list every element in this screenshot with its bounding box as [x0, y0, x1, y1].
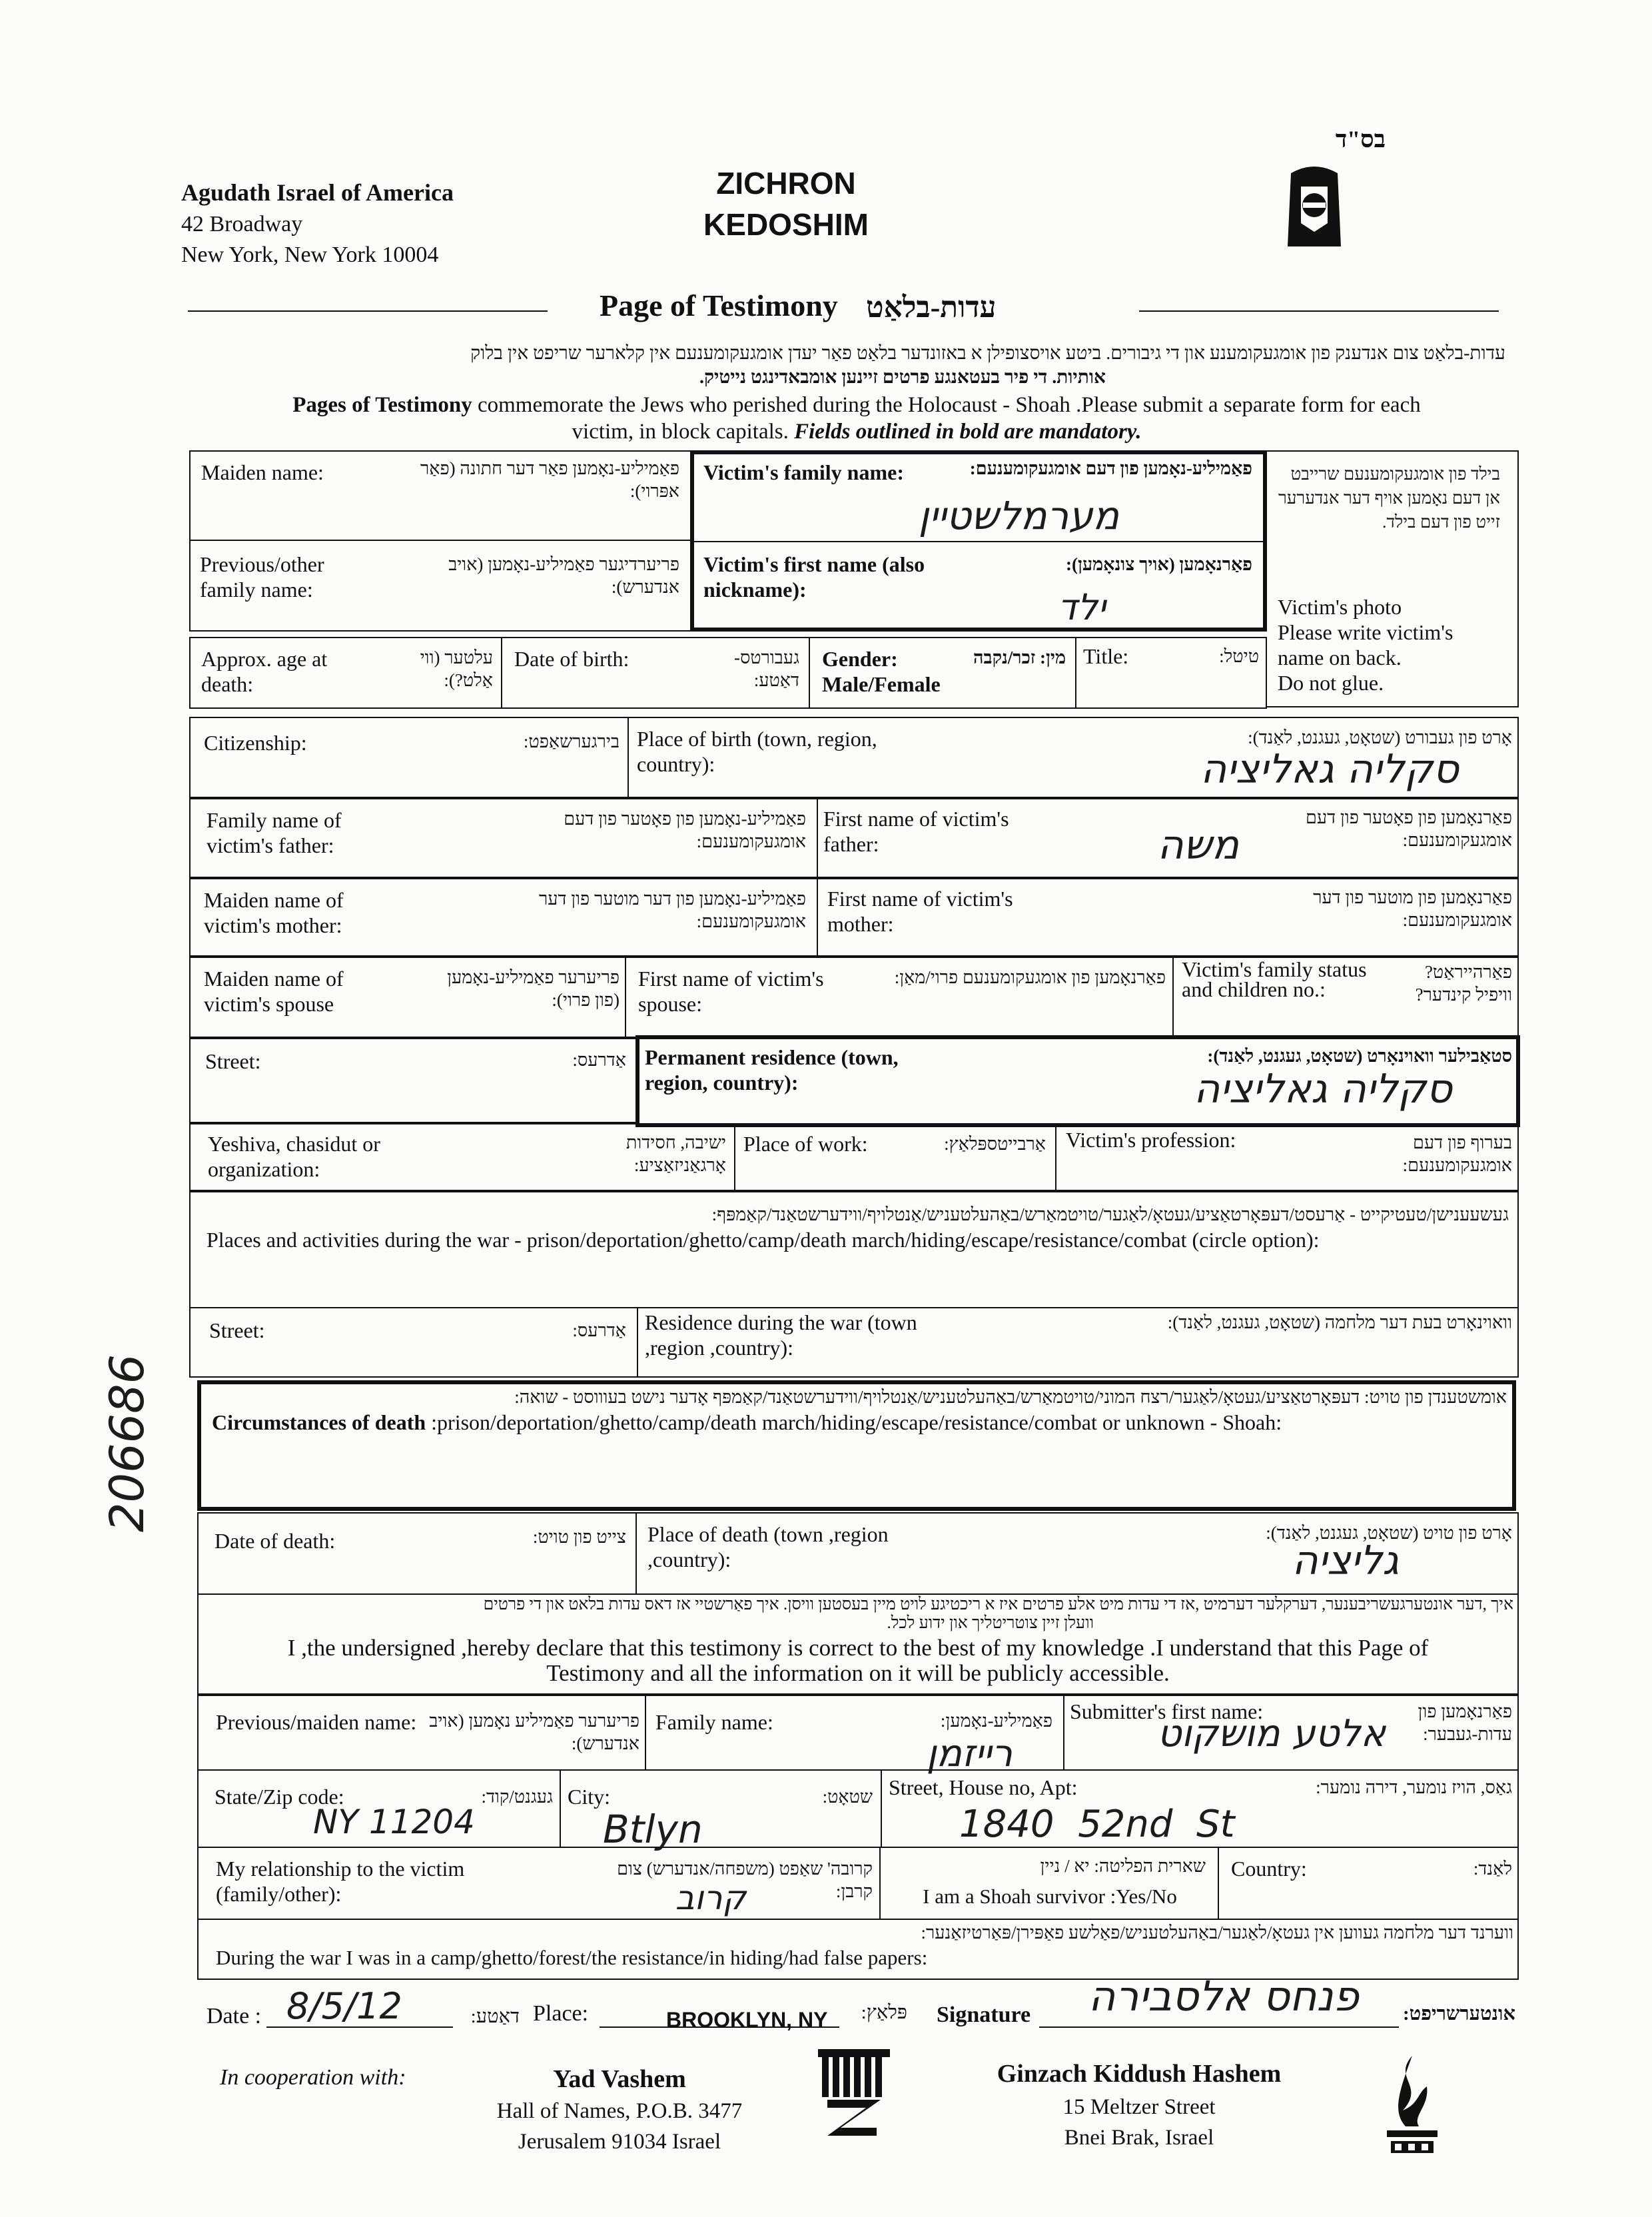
previous-family-label: Previous/other family name: — [200, 552, 324, 602]
victim-first-value[interactable]: ילד — [1057, 586, 1106, 628]
pob-label: Place of birth (town, region, country): — [637, 727, 877, 776]
title-label-he: טיטל: — [1219, 646, 1259, 666]
archive-margin-number: 206686 — [100, 1354, 155, 1532]
maiden-name-label-he: פאַמיליע-נאָמען פאַר דער חתונה (פאַר אפּרוי): — [420, 458, 679, 501]
title-label: Title: — [1083, 644, 1129, 668]
mother-first-label-he: פאַרנאָמען פון מוטער פון דער אומגעקומענעם: — [1313, 887, 1512, 930]
spouse-first-label: First name of victim's spouse: — [638, 967, 824, 1016]
submitter-prev-label-he: פריערער פאַמיליע נאָמען (אויב אנדערש): — [429, 1711, 639, 1753]
maiden-name-label: Maiden name: — [201, 460, 324, 484]
date-label-he: דאַטע: — [470, 2006, 520, 2027]
pob-label-he: אָרט פון געבורט (שטאָט, געגנט, לאַנד): — [1248, 727, 1512, 747]
city-label: City: — [568, 1785, 611, 1809]
date-value[interactable]: 8/5/12 — [286, 1985, 402, 2027]
submitter-family-label: Family name: — [655, 1710, 773, 1734]
intro-text-1: commemorate the Jews who perished during the Holocaust - Shoah .Please submit a separate form for each — [472, 393, 1421, 417]
intro-hebrew-2: אותיות. די פיר בעטאנגע פרטים זיינען אומבאדינגט נייטיק. — [699, 367, 1106, 388]
ginzach-flame-icon — [1379, 2052, 1446, 2158]
spouse-maiden-label: Maiden name of victim's spouse — [204, 967, 344, 1016]
perm-res-value[interactable]: סקליה גאליציה — [1194, 1066, 1452, 1112]
war-residence-label: Residence during the war (town ,region ,country): — [645, 1310, 917, 1360]
page-title: Page of Testimony — [600, 288, 838, 322]
page-title-hebrew: עדות-בלאַט — [866, 291, 997, 324]
death-circumstances-label-he: אומשטענדן פון טויט: דעפּאָרטאַציע/געטאָ/לאַגער/רצח המוני/טויטמאַרש/באַהעלטעניש/אַנטלויף/ווידערשטאַנד/קאַמפּף אָדער נישט בעוווסט - שואה: — [514, 1387, 1507, 1407]
war-activities-label: Places and activities during the war - prison/deportation/ghetto/camp/death march/hiding/escape/resistance/combat (circle option): — [206, 1228, 1320, 1252]
street-label: Street: — [205, 1049, 261, 1073]
ginzach-address-2: Bnei Brak, Israel — [1064, 2126, 1214, 2150]
relationship-value[interactable]: קרוב — [675, 1879, 746, 1917]
org-address-1: 42 Broadway — [181, 212, 303, 236]
dob-label: Date of birth: — [514, 647, 629, 671]
wartime-experience-label-he: ווערנד דער מלחמה געווען אין געטאָ/לאַגער/באַהעלטעניש/פאַלשע פאַפּירן/פּאַרטיזאַנער: — [921, 1923, 1513, 1943]
place-label: Place: — [533, 2001, 589, 2026]
spouse-maiden-label-he: פריערער פאַמיליע-נאָמען (פון פרוי): — [447, 967, 620, 1010]
declaration-he-1: איך ,דער אונטערגעשריבענער, דערקלער דערמיט ,אז די עדות מיט אלע פרטים איז א ריכטיגע לויט מיין בעסטען וויסן. איך פאַרשטיי אז דאס עדות בלאט און די פרטים — [483, 1595, 1513, 1613]
photo-caption-3: name on back. — [1278, 646, 1402, 669]
survivor-label: I am a Shoah survivor :Yes/No — [923, 1885, 1177, 1908]
perm-res-label: Permanent residence (town, region, country): — [645, 1045, 899, 1095]
relationship-label-he: קרובה' שאַפט (משפחה/אנדערש) צום קרבן: — [617, 1859, 873, 1901]
father-family-label-he: פאַמיליע-נאָמען פון פאָטער פון דעם אומגעקומענעם: — [564, 809, 806, 851]
photo-instructions-he: בילד פון אומגעקומענעם שרייבט אן דעם נאָמען אויף דער אנדערער זייט פון דעם בילד. — [1278, 464, 1500, 532]
war-residence-label-he: וואוינאָרט בעת דער מלחמה (שטאָט, געגנט, לאַנד): — [1167, 1312, 1512, 1332]
victim-name-divider — [693, 541, 1264, 542]
work-label: Place of work: — [743, 1132, 868, 1156]
intro-mandatory-note: Fields outlined in bold are mandatory. — [794, 420, 1142, 444]
profession-label: Victim's profession: — [1066, 1128, 1236, 1152]
mother-maiden-label-he: פאַמיליע-נאָמען פון דער מוטער פון דער אומגעקומענעם: — [538, 889, 806, 931]
street-label-he: אַדרעס: — [572, 1050, 626, 1070]
submitter-first-label: Submitter's first name: — [1070, 1699, 1264, 1723]
date-of-death-field[interactable] — [197, 1512, 637, 1595]
state-zip-label-he: געגנט/קוד: — [481, 1787, 553, 1807]
ginzach-address-1: 15 Meltzer Street — [1062, 2095, 1216, 2119]
pod-value[interactable]: גליציה — [1292, 1538, 1399, 1584]
street-house-label: Street, House no, Apt: — [889, 1775, 1078, 1799]
dod-label: Date of death: — [214, 1529, 336, 1553]
declaration-en-2: Testimony and all the information on it will be publicly accessible. — [546, 1660, 1170, 1686]
work-label-he: אַרבייטספּלאַץ: — [944, 1134, 1046, 1154]
victim-family-label: Victim's family name: — [703, 460, 904, 484]
gender-label-he: מין: זכר/נקבה — [973, 648, 1066, 667]
dob-label-he: געבורטס- דאַטע: — [733, 648, 799, 690]
cooperation-label: In cooperation with: — [220, 2065, 406, 2090]
street-house-label-he: גאַס, הויז נומער, דירה נומער: — [1316, 1777, 1512, 1797]
yad-vashem-menorah-icon — [814, 2042, 894, 2156]
country-label-he: לאַנד: — [1473, 1859, 1512, 1879]
declaration-he-2: וועלן זיין צוטריטליך און ידוע לכל. — [887, 1614, 1094, 1632]
intro-english — [204, 392, 1509, 445]
submitter-prev-label: Previous/maiden name: — [216, 1710, 417, 1734]
place-value[interactable]: BROOKLYN, NY — [666, 2008, 828, 2032]
wartime-experience-label: During the war I was in a camp/ghetto/forest/the resistance/in hiding/had false papers: — [216, 1946, 928, 1969]
mother-maiden-label: Maiden name of victim's mother: — [204, 888, 344, 937]
submitter-first-value[interactable]: אלטע מושקוט — [1157, 1712, 1386, 1755]
victim-first-label: Victim's first name (also nickname): — [703, 552, 925, 602]
photo-caption-2: Please write victim's — [1278, 620, 1453, 644]
pod-label: Place of death (town ,region ,country): — [647, 1522, 889, 1571]
war-activities-label-he: געשעענישן/טעטיקייט - אַרעסט/דעפּאָרטאַציע/געטאָ/לאַגער/טויטמאַרש/באַהעלטעניש/אַנטלויף/ווידערשטאַנד/קאַמפּף: — [711, 1204, 1509, 1224]
org-name: Agudath Israel of America — [181, 179, 454, 206]
signature-line — [1039, 2026, 1399, 2028]
father-family-label: Family name of victim's father: — [206, 808, 342, 857]
relationship-label: My relationship to the victim (family/other): — [216, 1857, 465, 1906]
intro-text-2: victim, in block capitals. — [572, 420, 795, 444]
father-first-value[interactable]: משה — [1157, 822, 1239, 869]
submitter-family-value[interactable]: רייזמן — [926, 1732, 1013, 1775]
city-label-he: שטאָט: — [822, 1787, 873, 1807]
mother-first-label: First name of victim's mother: — [827, 887, 1013, 936]
submitter-family-label-he: פאַמיליע-נאָמען: — [940, 1711, 1052, 1731]
street-during-war-label-he: אַדרעס: — [572, 1320, 626, 1340]
gender-label: Gender: Male/Female — [822, 647, 941, 696]
country-label: Country: — [1231, 1857, 1307, 1881]
previous-family-label-he: פריערדיגער פאַמיליע-נאָמען (אויב אנדערש): — [448, 554, 679, 597]
pod-label-he: אָרט פון טויט (שטאָט, געגנט, לאַנד): — [1266, 1523, 1512, 1543]
title-zichron: ZICHRON — [716, 166, 856, 201]
declaration-en-1: I ,the undersigned ,hereby declare that this testimony is correct to the best of my knowledge .I understand that this Page of — [287, 1635, 1429, 1661]
death-circumstances-text: :prison/deportation/ghetto/camp/death march/hiding/escape/resistance/combat or unknown - Shoah: — [426, 1410, 1282, 1434]
death-circumstances-label — [212, 1410, 1511, 1435]
father-first-label-he: פאַרנאָמען פון פאָטער פון דעם אומגעקומענעם: — [1306, 807, 1512, 850]
yeshiva-label: Yeshiva, chasidut or organization: — [208, 1132, 380, 1181]
yad-vashem-address-1: Hall of Names, P.O.B. 3477 — [496, 2099, 743, 2123]
victim-family-value[interactable]: מערמלשטיין — [918, 493, 1119, 538]
intro-hebrew-1: עדות-בלאַט צום אנדענק פון אומגעקומענע און די גיבורים. ביטע אויסצופילן א באזונדער בלאַט פאַר יעדן אומגעקומענעם אין קלארער שריפט אין בלוק — [470, 343, 1505, 364]
signature-value[interactable]: פנחס אלסבירה — [1088, 1972, 1359, 2020]
photo-caption-1: Victim's photo — [1278, 595, 1402, 619]
age-label: Approx. age at death: — [201, 647, 328, 696]
death-circumstances-bold: Circumstances of death — [212, 1410, 426, 1434]
ginzach-name: Ginzach Kiddush Hashem — [997, 2060, 1282, 2088]
signature-label-he: אונטערשריפט: — [1403, 2003, 1515, 2024]
citizenship-field[interactable] — [189, 717, 629, 798]
citizenship-label: Citizenship: — [204, 731, 307, 755]
victim-first-label-he: פאַרנאָמען (אויך צונאָמען): — [1066, 554, 1252, 574]
city-value[interactable]: Btlyn — [603, 1807, 703, 1852]
yeshiva-label-he: ישיבה, חסידות אָרגאַניזאַציע: — [625, 1132, 726, 1175]
street-during-war-label: Street: — [209, 1318, 265, 1342]
photo-caption-4: Do not glue. — [1278, 671, 1384, 695]
age-label-he: עלטער (ווי אַלט?): — [420, 648, 493, 690]
perm-res-label-he: סטאַבילער וואוינאָרט (שטאָט, געגנט, לאַנד): — [1207, 1046, 1512, 1066]
yad-vashem-name: Yad Vashem — [553, 2065, 686, 2093]
citizenship-label-he: בירגערשאַפט: — [523, 731, 620, 751]
father-first-label: First name of victim's father: — [823, 807, 1009, 856]
title-rule-right — [1139, 310, 1499, 312]
pob-value[interactable]: סקליה גאליציה — [1200, 746, 1459, 793]
street-house-value[interactable]: 1840 52nd St — [959, 1803, 1235, 1846]
yad-vashem-address-2: Jerusalem 91034 Israel — [518, 2130, 721, 2154]
survivor-label-he: שארית הפליטה: יא / ניין — [1040, 1856, 1206, 1876]
bsd-mark: בס"ד — [1335, 126, 1386, 153]
state-zip-label: State/Zip code: — [214, 1785, 344, 1809]
signature-label: Signature — [937, 2002, 1031, 2027]
place-label-he: פּלאַץ: — [861, 2002, 907, 2023]
profession-label-he: בערוף פון דעם אומגעקומענעם: — [1402, 1132, 1512, 1175]
agudath-logo-icon — [1278, 160, 1351, 253]
victim-family-label-he: פאַמיליע-נאָמען פון דעם אומגעקומענעם: — [969, 458, 1252, 478]
intro-bold: Pages of Testimony — [292, 393, 472, 417]
family-status-label-he: פאַרהייראַט? וויפיל קינדער? — [1415, 962, 1512, 1005]
family-status-label: Victim's family status and children no.: — [1182, 957, 1367, 1001]
submitter-first-label-he: פאַרנאָמען פון עדות-געבער: — [1418, 1701, 1512, 1744]
org-address-2: New York, New York 10004 — [181, 242, 439, 267]
dod-label-he: צייט פון טויט: — [532, 1527, 626, 1547]
spouse-first-label-he: פאַרנאָמען פון אומגעקומענעם פרוי/מאַן: — [894, 967, 1166, 987]
state-zip-value[interactable]: NY 11204 — [313, 1803, 475, 1841]
title-rule-left — [188, 310, 548, 312]
date-label: Date : — [206, 2004, 262, 2028]
title-kedoshim: KEDOSHIM — [703, 207, 869, 242]
